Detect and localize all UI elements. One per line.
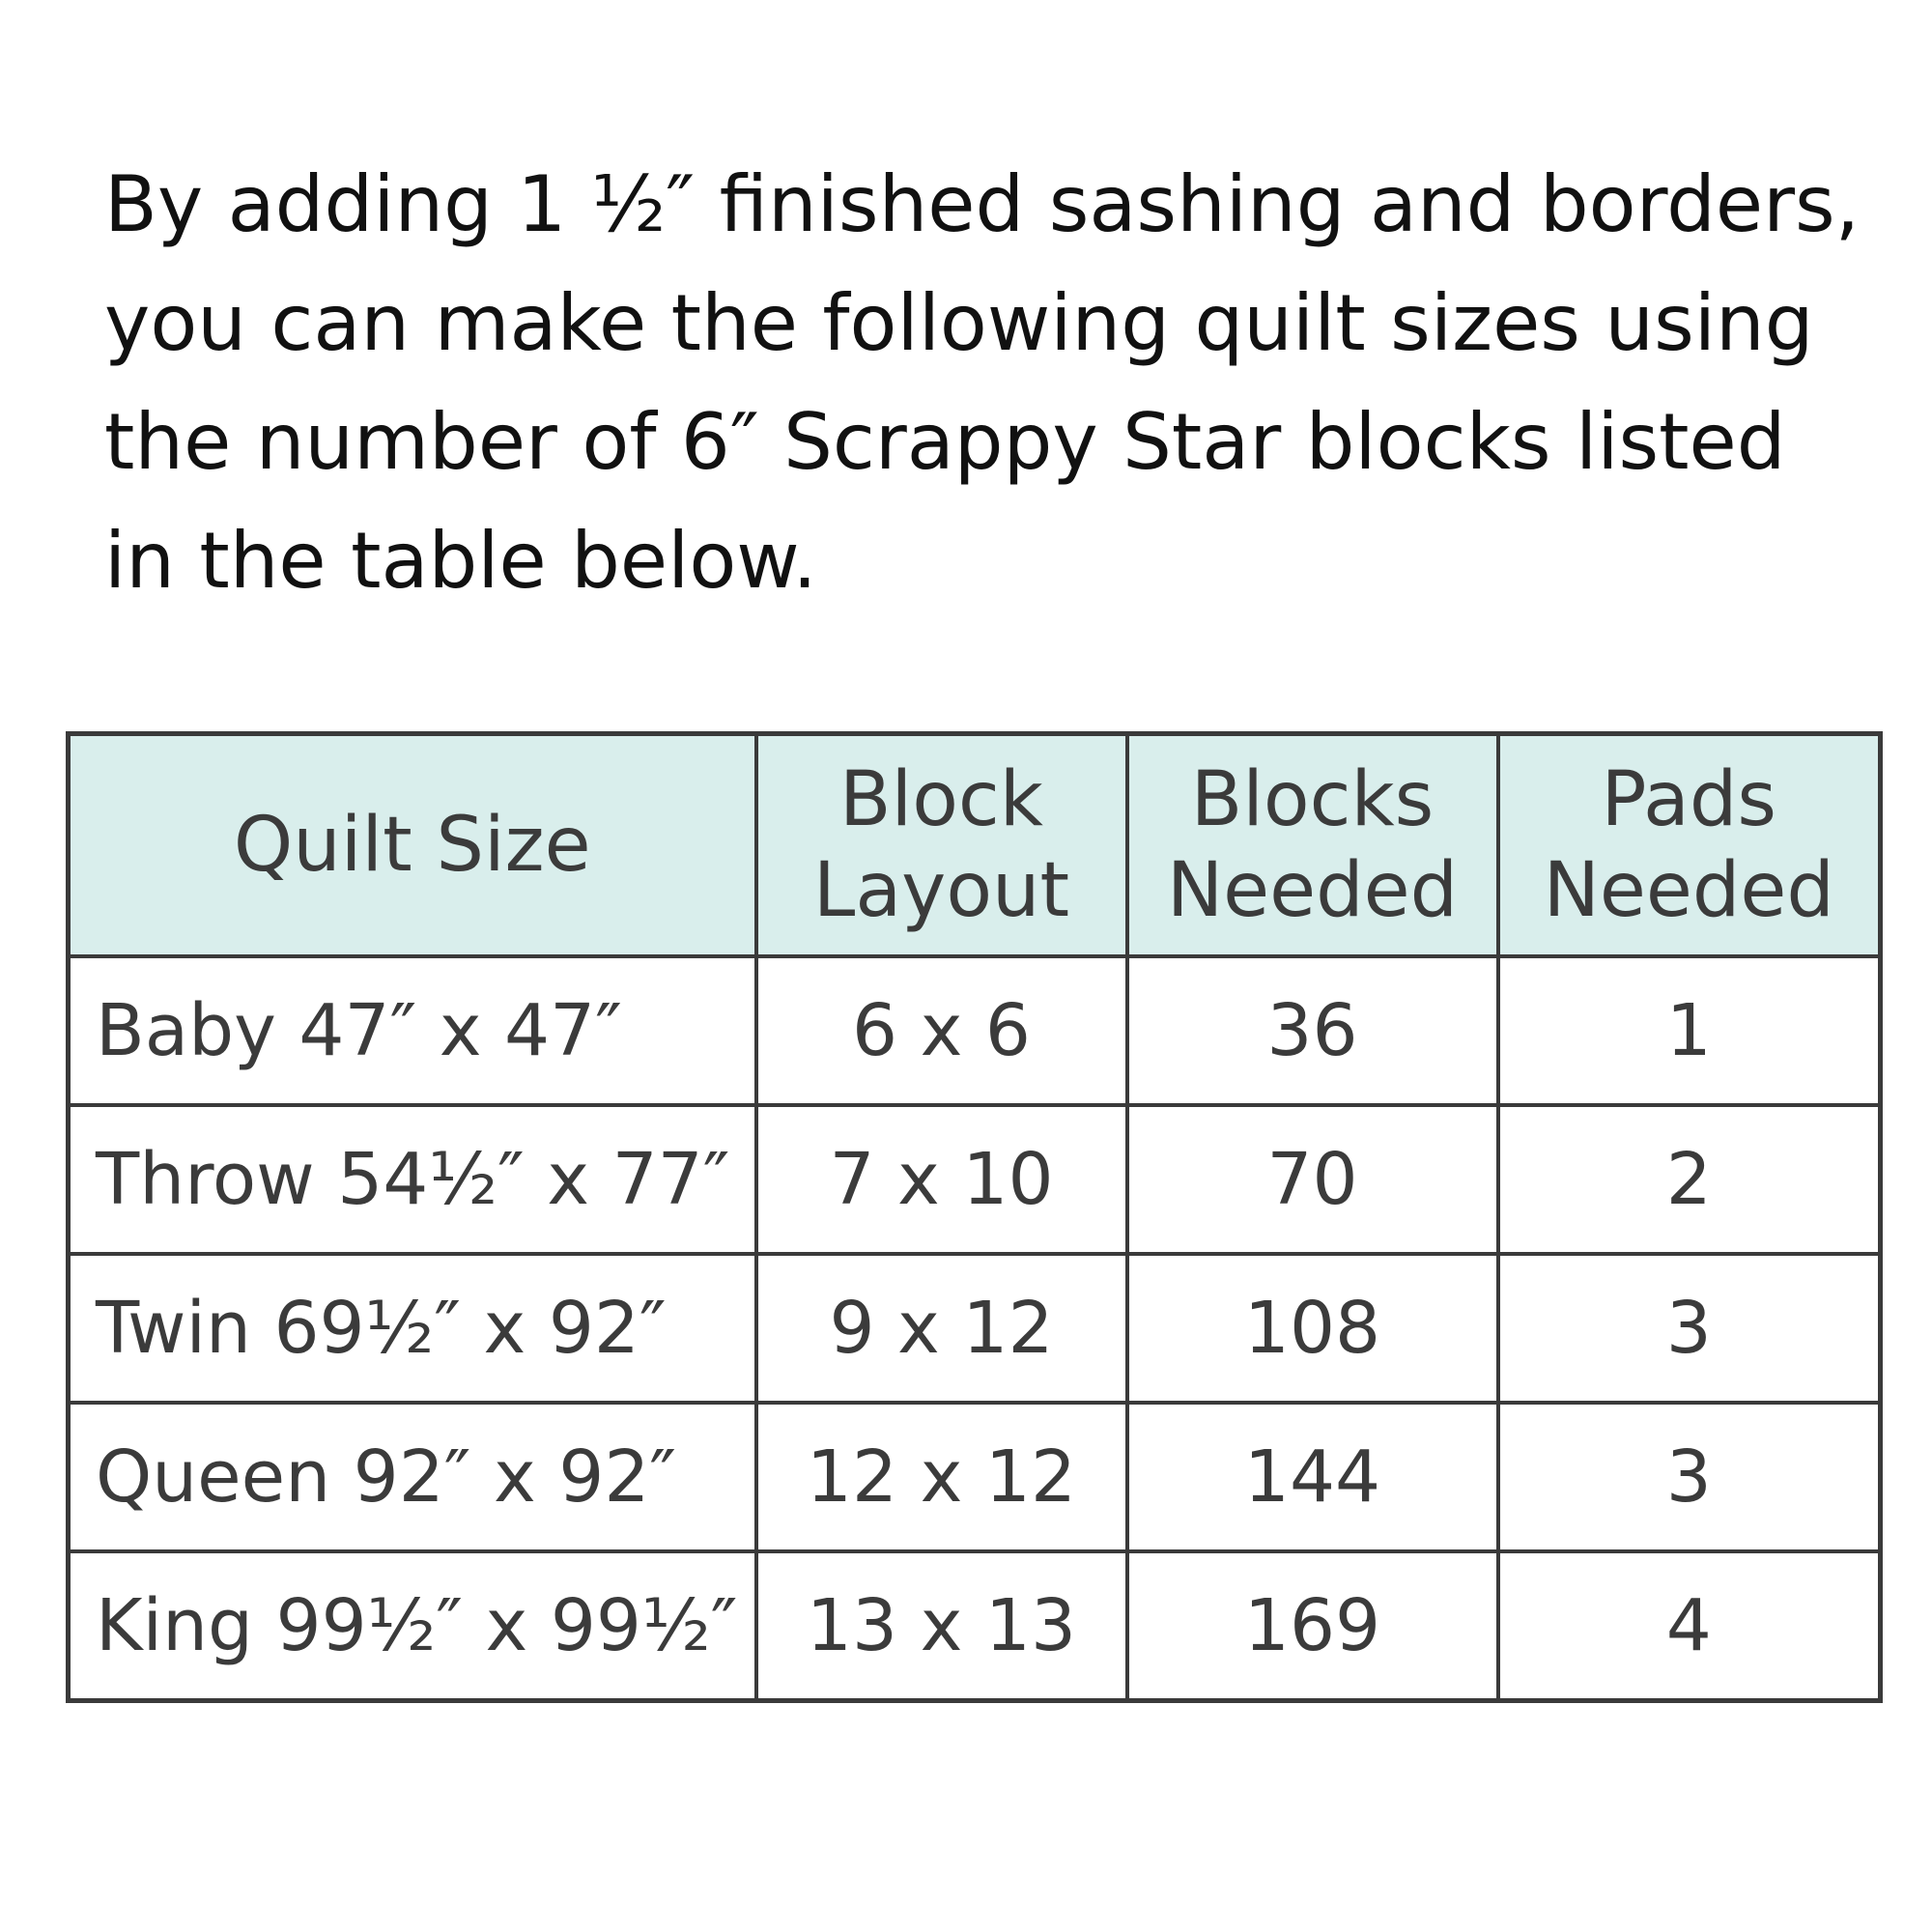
cell-block-layout: 9 x 12	[756, 1254, 1127, 1403]
intro-line-1: By adding 1 ½″ finished sashing and borders,	[104, 159, 1861, 249]
cell-block-layout: 12 x 12	[756, 1403, 1127, 1551]
cell-pads-needed: 4	[1498, 1551, 1881, 1701]
cell-blocks-needed: 70	[1127, 1105, 1498, 1254]
cell-quilt-size: King 99½″ x 99½″	[69, 1551, 756, 1701]
table-row	[69, 1254, 1881, 1403]
table-row	[69, 1551, 1881, 1701]
header-block-layout-line-1: Block	[839, 756, 1043, 843]
cell-pads-needed: 1	[1498, 956, 1881, 1105]
cell-pads-needed: 3	[1498, 1403, 1881, 1551]
quilt-size-table	[66, 731, 1883, 1703]
intro-paragraph	[104, 145, 1862, 620]
table-row	[69, 1403, 1881, 1551]
intro-line-3: the number of 6″ Scrappy Star blocks listed	[104, 397, 1786, 487]
cell-block-layout: 7 x 10	[756, 1105, 1127, 1254]
header-row	[69, 734, 1881, 957]
header-block-layout	[756, 734, 1127, 957]
header-pads-needed	[1498, 734, 1881, 957]
intro-line-4: in the table below.	[104, 516, 817, 606]
cell-pads-needed: 2	[1498, 1105, 1881, 1254]
table-body	[69, 956, 1881, 1701]
header-blocks-needed-line-2: Needed	[1166, 847, 1459, 934]
cell-blocks-needed: 36	[1127, 956, 1498, 1105]
cell-blocks-needed: 169	[1127, 1551, 1498, 1701]
table-row	[69, 956, 1881, 1105]
cell-quilt-size: Throw 54½″ x 77″	[69, 1105, 756, 1254]
header-pads-needed-line-1: Pads	[1601, 756, 1776, 843]
cell-block-layout: 6 x 6	[756, 956, 1127, 1105]
header-blocks-needed-line-1: Blocks	[1190, 756, 1435, 843]
header-blocks-needed	[1127, 734, 1498, 957]
header-pads-needed-line-2: Needed	[1543, 847, 1834, 934]
cell-block-layout: 13 x 13	[756, 1551, 1127, 1701]
cell-pads-needed: 3	[1498, 1254, 1881, 1403]
table-row	[69, 1105, 1881, 1254]
intro-line-2: you can make the following quilt sizes using	[104, 278, 1814, 368]
header-quilt-size-label: Quilt Size	[233, 802, 591, 889]
header-block-layout-line-2: Layout	[812, 847, 1070, 934]
cell-blocks-needed: 108	[1127, 1254, 1498, 1403]
cell-blocks-needed: 144	[1127, 1403, 1498, 1551]
cell-quilt-size: Twin 69½″ x 92″	[69, 1254, 756, 1403]
cell-quilt-size: Queen 92″ x 92″	[69, 1403, 756, 1551]
header-quilt-size	[69, 734, 756, 957]
cell-quilt-size: Baby 47″ x 47″	[69, 956, 756, 1105]
table-header	[69, 734, 1881, 957]
